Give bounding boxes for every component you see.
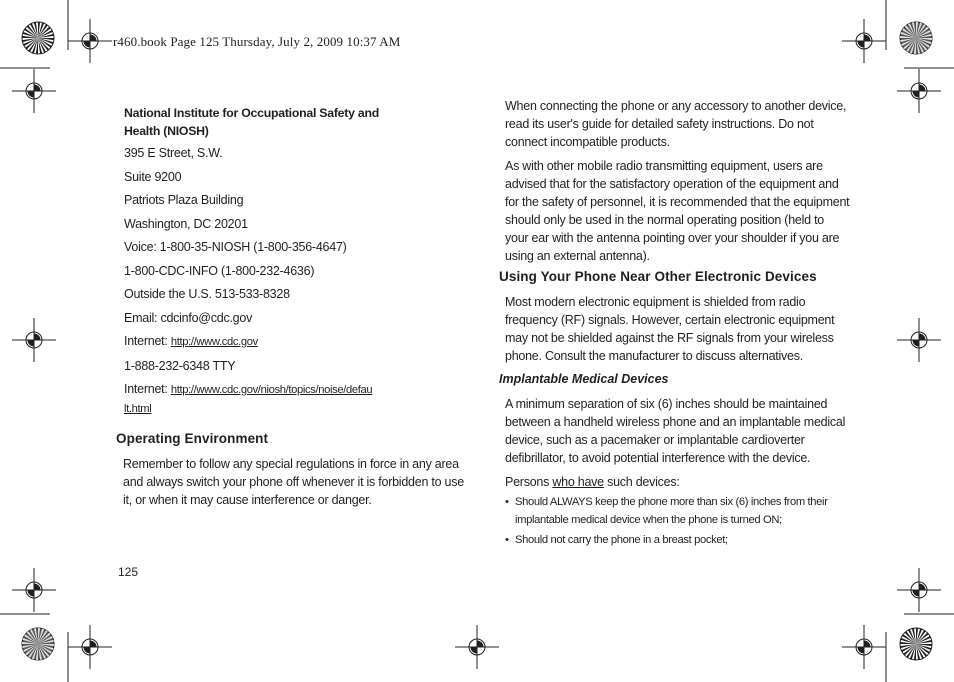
internet-label: Internet: <box>124 382 171 396</box>
internet-line-2 <box>124 380 374 418</box>
address-line: Suite 9200 <box>124 169 182 184</box>
electronic-devices-heading: Using Your Phone Near Other Electronic Devices <box>499 269 817 284</box>
crosshair-icon <box>68 19 112 63</box>
tty-line: 1-888-232-6348 TTY <box>124 358 236 373</box>
cdc-info-line: 1-800-CDC-INFO (1-800-232-4636) <box>124 263 315 278</box>
page-header: r460.book Page 125 Thursday, July 2, 2009 10:37 AM <box>113 34 401 49</box>
crosshair-icon <box>897 69 941 113</box>
bullet-text: Should not carry the phone in a breast pocket; <box>515 534 728 546</box>
bullet-text: Should ALWAYS keep the phone more than six (6) inches from their implantable medical device when the phone is turned ON; <box>515 496 828 526</box>
separation-paragraph: A minimum separation of six (6) inches should be maintained between a handheld wireless phone and an implantable medical device, such as a pacemaker or implantable cardioverter defibrillator, to avoid potential interference with the device. <box>505 397 846 465</box>
address-line: 395 E Street, S.W. <box>124 146 223 160</box>
niosh-noise-link[interactable]: http://www.cdc.gov/niosh/topics/noise/default.html <box>124 384 373 415</box>
crosshair-icon <box>12 568 56 612</box>
persons-suffix: such devices: <box>603 475 680 489</box>
crosshair-icon <box>897 568 941 612</box>
address-line: Washington, DC 20201 <box>124 216 248 231</box>
radio-equipment-paragraph: As with other mobile radio transmitting equipment, users are advised that for the satisfactory operation of the equipment and for the safety of personnel, it is recommended that the equipment should only be used in the normal operating position (held to your ear with the antenna pointing over your shoulder if you are using an external antenna). <box>505 159 850 263</box>
sunburst-icon <box>22 628 54 660</box>
persons-prefix: Persons <box>505 475 553 489</box>
voice-line: Voice: 1-800-35-NIOSH (1-800-356-4647) <box>124 240 347 254</box>
email-line: Email: cdcinfo@cdc.gov <box>124 310 253 325</box>
cdc-link[interactable]: http://www.cdc.gov <box>170 336 258 348</box>
crosshair-icon <box>68 625 112 669</box>
internet-label: Internet: <box>124 334 171 348</box>
bullet-list <box>505 493 845 549</box>
page-number: 125 <box>118 565 139 579</box>
left-column <box>124 104 469 424</box>
internet-line-1 <box>124 332 469 351</box>
list-item <box>505 493 845 529</box>
address-line: Patriots Plaza Building <box>124 193 244 207</box>
electronic-devices-paragraph: Most modern electronic equipment is shielded from radio frequency (RF) signals. However, certain electronic equipment may not be shielded against the RF signals from your wireless phone. Consult the manufacturer to discuss alternatives. <box>505 295 835 363</box>
crosshair-icon <box>842 625 886 669</box>
list-item <box>505 531 845 549</box>
connecting-paragraph: When connecting the phone or any accessory to another device, read its user's guide for detailed safety instructions. Do not connect incompatible products. <box>505 99 847 149</box>
implantable-devices-subheading: Implantable Medical Devices <box>499 372 669 386</box>
org-title: National Institute for Occupational Safety and Health (NIOSH) <box>124 106 379 138</box>
who-have-link[interactable]: who have <box>552 475 604 489</box>
sunburst-icon <box>22 22 54 54</box>
outside-us-line: Outside the U.S. 513-533-8328 <box>124 287 290 301</box>
sunburst-icon <box>900 22 932 54</box>
bullet-icon: • <box>505 496 509 508</box>
crosshair-icon <box>897 318 941 362</box>
bullet-icon: • <box>505 534 509 546</box>
address-list <box>124 144 469 418</box>
persons-line <box>505 473 850 491</box>
crosshair-icon <box>455 625 499 669</box>
crosshair-icon <box>12 318 56 362</box>
sunburst-icon <box>900 628 932 660</box>
crosshair-icon <box>12 69 56 113</box>
crosshair-icon <box>842 19 886 63</box>
operating-environment-heading: Operating Environment <box>116 431 269 446</box>
operating-environment-text: Remember to follow any special regulations in force in any area and always switch your phone off whenever it is forbidden to use it, or when it may cause interference or danger. <box>123 457 464 507</box>
